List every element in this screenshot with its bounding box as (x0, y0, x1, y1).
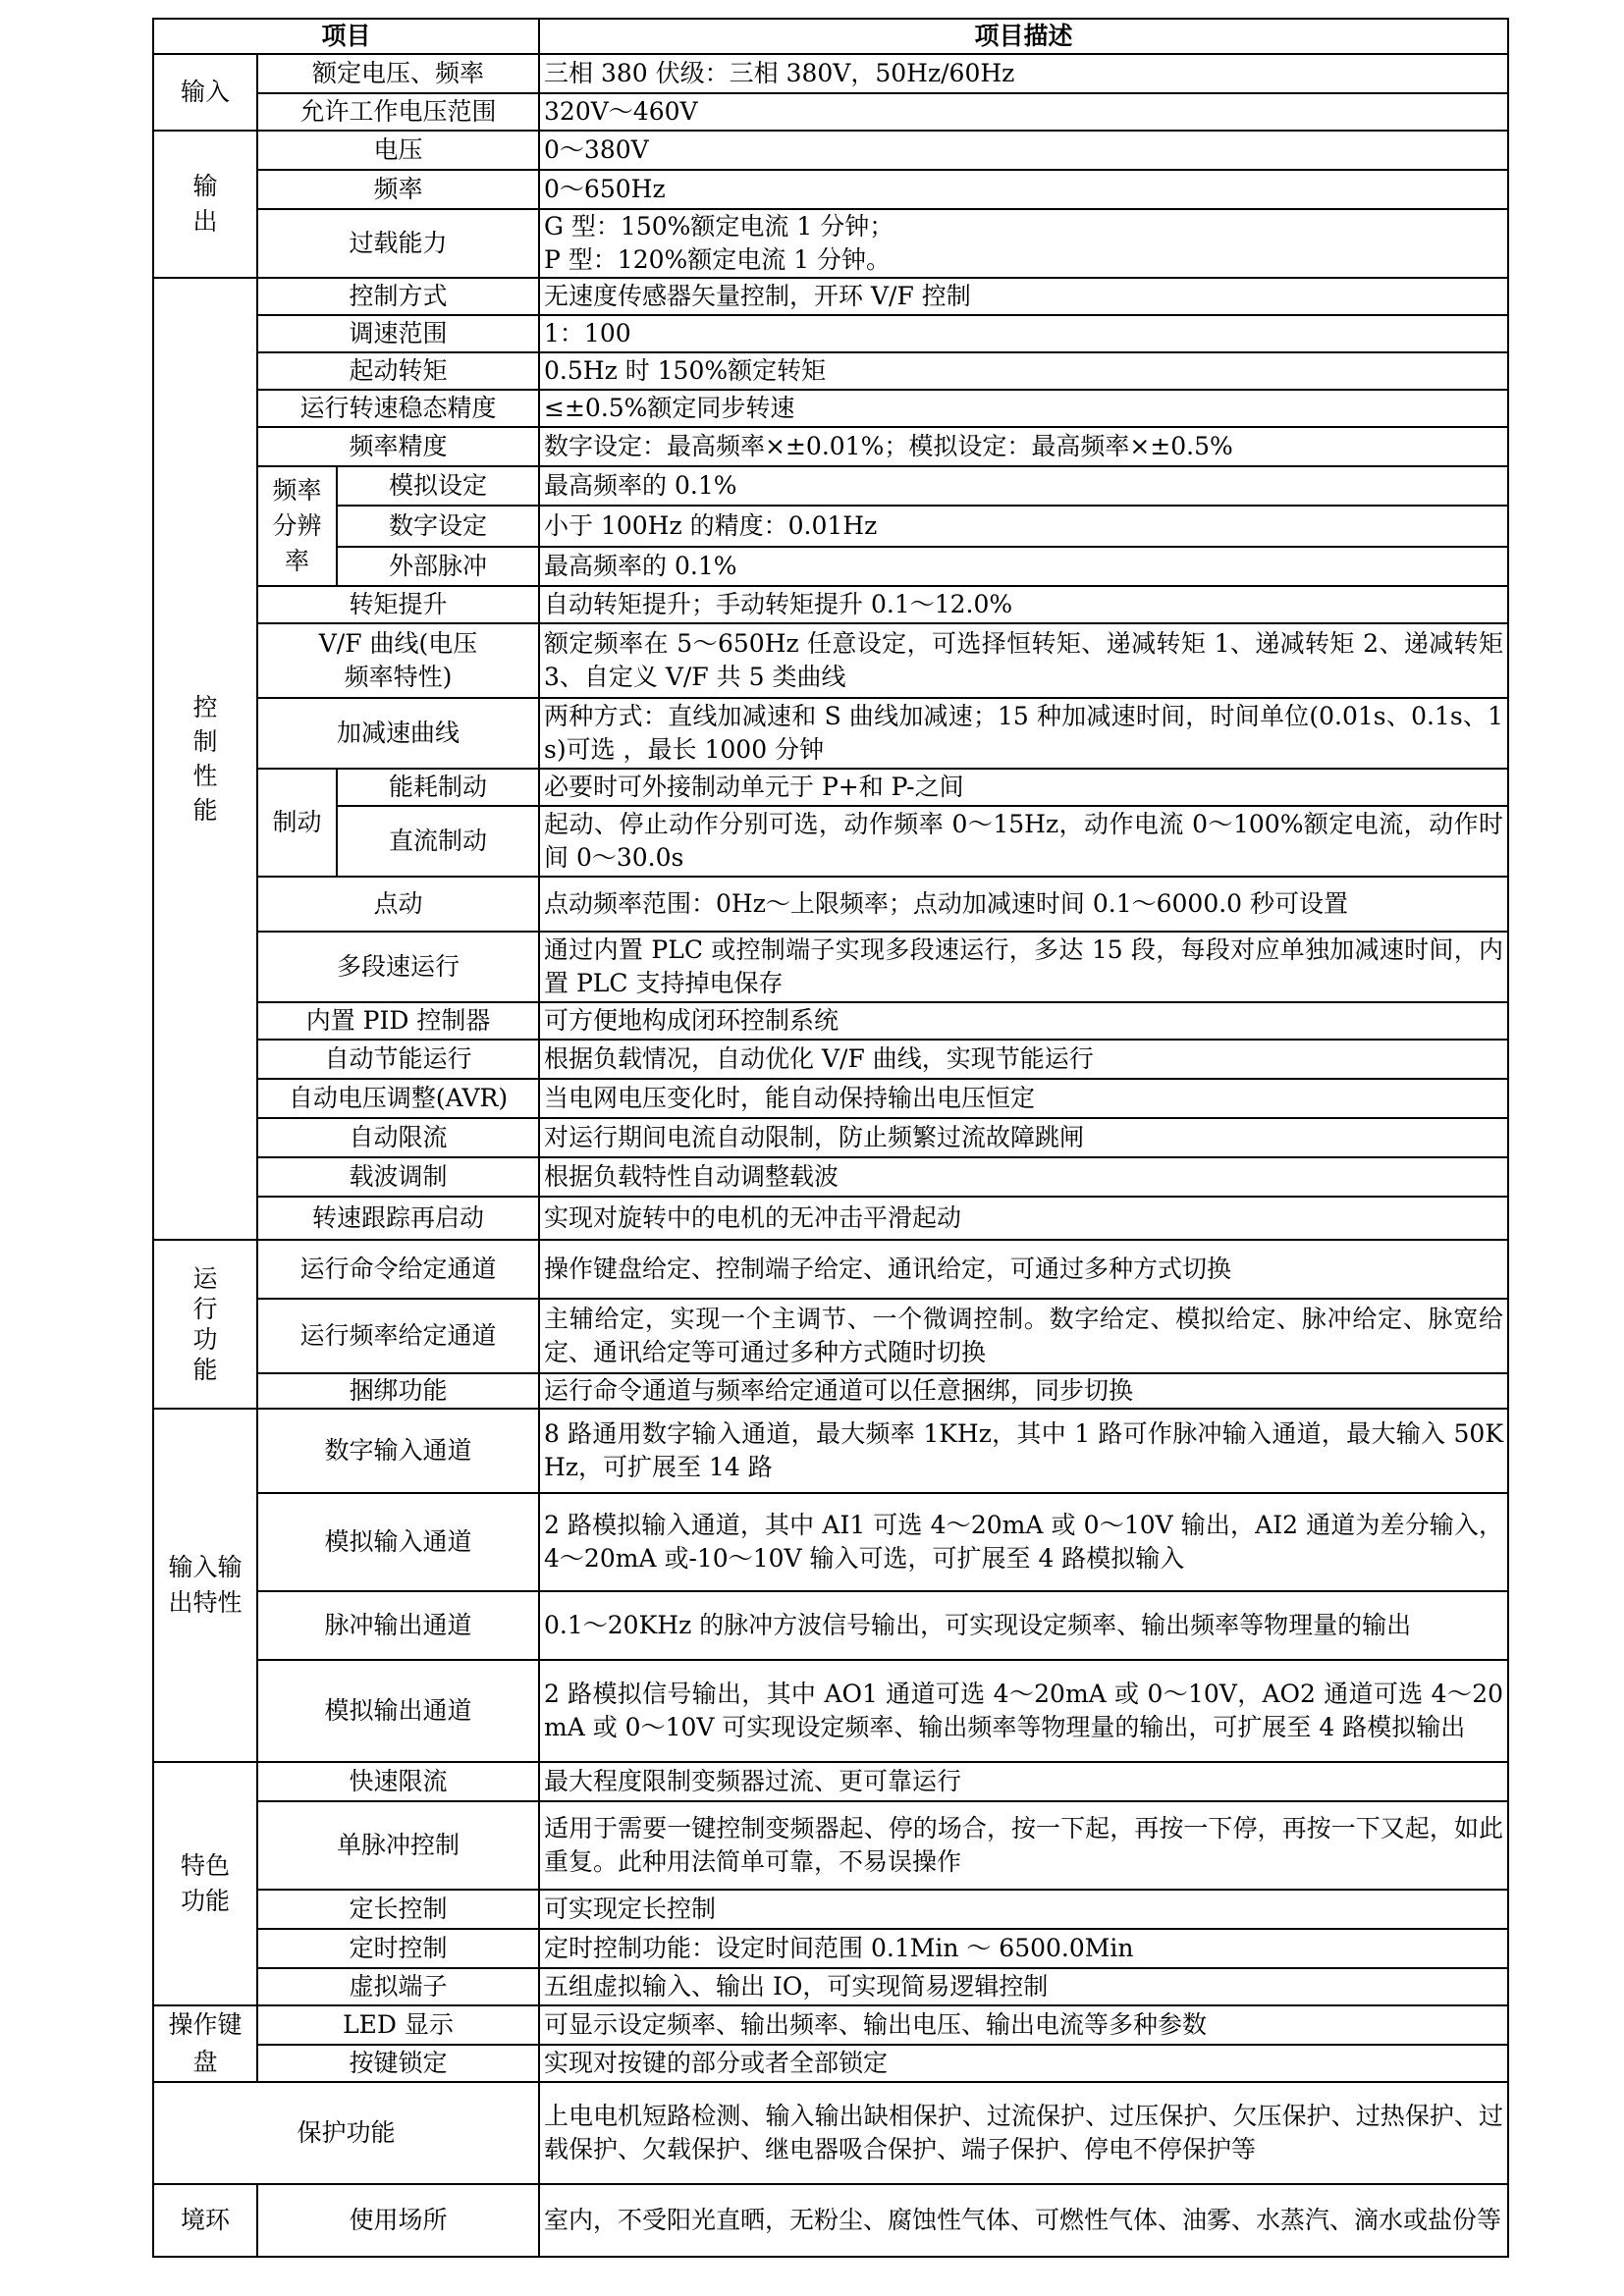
table-row (153, 352, 1508, 390)
desc-cell: 无速度传感器矢量控制，开环 V/F 控制 (539, 278, 1508, 315)
desc-cell: 根据负载情况，自动优化 V/F 曲线，实现节能运行 (539, 1040, 1508, 1079)
desc-cell: 适用于需要一键控制变频器起、停的场合，按一下起，再按一下停，再按一下又起，如此重复。此种用法简单可靠，不易误操作 (539, 1801, 1508, 1890)
desc-cell: 根据负载特性自动调整载波 (539, 1157, 1508, 1197)
table-row (153, 1493, 1508, 1591)
table-row (153, 1929, 1508, 1968)
table-row (153, 1762, 1508, 1801)
category-cell: 操作键 盘 (153, 2005, 257, 2082)
desc-cell: 起动、停止动作分别可选，动作频率 0～15Hz，动作电流 0～100%额定电流，动作时间 0～30.0s (539, 806, 1508, 877)
desc-cell: 0～650Hz (539, 170, 1508, 209)
table-row (153, 698, 1508, 769)
desc-cell: 可显示设定频率、输出频率、输出电压、输出电流等多种参数 (539, 2005, 1508, 2045)
table-row (153, 769, 1508, 806)
desc-cell: 五组虚拟输入、输出 IO，可实现简易逻辑控制 (539, 1968, 1508, 2005)
desc-cell: 必要时可外接制动单元于 P+和 P-之间 (539, 769, 1508, 806)
table-row (153, 1968, 1508, 2005)
table-row (153, 131, 1508, 170)
table-row (153, 1299, 1508, 1373)
table-row (153, 1890, 1508, 1929)
item-cell: 虚拟端子 (257, 1968, 539, 2005)
desc-cell: 定时控制功能：设定时间范围 0.1Min ～ 6500.0Min (539, 1929, 1508, 1968)
table-row (153, 315, 1508, 352)
table-row (153, 2082, 1508, 2184)
item-cell: 脉冲输出通道 (257, 1591, 539, 1660)
desc-cell: 320V～460V (539, 93, 1508, 131)
table-row (153, 547, 1508, 586)
item-cell: 快速限流 (257, 1762, 539, 1801)
subcategory-cell: 频率 分辨 率 (257, 466, 337, 586)
item-cell: 自动节能运行 (257, 1040, 539, 1079)
category-cell: 控 制 性 能 (153, 278, 257, 1240)
desc-cell: 上电电机短路检测、输入输出缺相保护、过流保护、过压保护、欠压保护、过热保护、过载保护、欠载保护、继电器吸合保护、端子保护、停电不停保护等 (539, 2082, 1508, 2184)
desc-cell: 两种方式：直线加减速和 S 曲线加减速；15 种加减速时间，时间单位(0.01s、0.1s、1s)可选 ，最长 1000 分钟 (539, 698, 1508, 769)
spec-table (152, 18, 1509, 2258)
desc-cell: 0～380V (539, 131, 1508, 170)
desc-cell: 2 路模拟输入通道，其中 AI1 可选 4～20mA 或 0～10V 输出，AI2 通道为差分输入，4～20mA 或-10～10V 输入可选，可扩展至 4 路模拟输入 (539, 1493, 1508, 1591)
item-cell: 自动限流 (257, 1118, 539, 1157)
category-cell: 输入 (153, 54, 257, 131)
table-row (153, 93, 1508, 131)
table-row (153, 1197, 1508, 1240)
table-row (153, 1373, 1508, 1409)
table-row (153, 1409, 1508, 1493)
desc-cell: 小于 100Hz 的精度：0.01Hz (539, 506, 1508, 547)
desc-cell: 当电网电压变化时，能自动保持输出电压恒定 (539, 1079, 1508, 1118)
item-cell: 数字设定 (337, 506, 539, 547)
desc-cell: 操作键盘给定、控制端子给定、通讯给定，可通过多种方式切换 (539, 1240, 1508, 1299)
table-row (153, 209, 1508, 278)
header-desc: 项目描述 (539, 19, 1508, 54)
item-cell: 定时控制 (257, 1929, 539, 1968)
item-cell: 电压 (257, 131, 539, 170)
item-cell: 直流制动 (337, 806, 539, 877)
table-row (153, 623, 1508, 698)
item-cell: 允许工作电压范围 (257, 93, 539, 131)
desc-cell: 主辅给定，实现一个主调节、一个微调控制。数字给定、模拟给定、脉冲给定、脉宽给定、通讯给定等可通过多种方式随时切换 (539, 1299, 1508, 1373)
table-row (153, 1240, 1508, 1299)
table-row (153, 427, 1508, 466)
item-cell: 多段速运行 (257, 932, 539, 1002)
item-cell: 点动 (257, 877, 539, 932)
desc-cell: 点动频率范围：0Hz～上限频率；点动加减速时间 0.1～6000.0 秒可设置 (539, 877, 1508, 932)
table-row (153, 877, 1508, 932)
table-row (153, 806, 1508, 877)
item-cell: 加减速曲线 (257, 698, 539, 769)
item-cell: 保护功能 (153, 2082, 539, 2184)
category-cell: 境环 (153, 2184, 257, 2257)
item-cell: 使用场所 (257, 2184, 539, 2257)
item-cell: V/F 曲线(电压 频率特性) (257, 623, 539, 698)
item-cell: 定长控制 (257, 1890, 539, 1929)
item-cell: 额定电压、频率 (257, 54, 539, 93)
desc-cell: 2 路模拟信号输出，其中 AO1 通道可选 4～20mA 或 0～10V，AO2 通道可选 4～20mA 或 0～10V 可实现设定频率、输出频率等物理量的输出，可扩展至 4 路模拟输出 (539, 1660, 1508, 1762)
subcategory-cell: 制动 (257, 769, 337, 877)
desc-cell: 最大程度限制变频器过流、更可靠运行 (539, 1762, 1508, 1801)
desc-cell: 三相 380 伏级：三相 380V，50Hz/60Hz (539, 54, 1508, 93)
item-cell: LED 显示 (257, 2005, 539, 2045)
item-cell: 频率 (257, 170, 539, 209)
desc-cell: 最高频率的 0.1% (539, 547, 1508, 586)
table-row (153, 1660, 1508, 1762)
item-cell: 控制方式 (257, 278, 539, 315)
item-cell: 自动电压调整(AVR) (257, 1079, 539, 1118)
table-row (153, 170, 1508, 209)
item-cell: 内置 PID 控制器 (257, 1002, 539, 1040)
desc-cell: 0.5Hz 时 150%额定转矩 (539, 352, 1508, 390)
item-cell: 运行频率给定通道 (257, 1299, 539, 1373)
table-row (153, 1040, 1508, 1079)
table-row (153, 1002, 1508, 1040)
desc-cell: 实现对旋转中的电机的无冲击平滑起动 (539, 1197, 1508, 1240)
desc-cell: 可方便地构成闭环控制系统 (539, 1002, 1508, 1040)
table-row (153, 2005, 1508, 2045)
item-cell: 模拟输入通道 (257, 1493, 539, 1591)
table-row (153, 390, 1508, 427)
desc-cell: 室内，不受阳光直晒，无粉尘、腐蚀性气体、可燃性气体、油雾、水蒸汽、滴水或盐份等 (539, 2184, 1508, 2257)
header-row (153, 19, 1508, 54)
item-cell: 单脉冲控制 (257, 1801, 539, 1890)
table-row (153, 1157, 1508, 1197)
item-cell: 转矩提升 (257, 586, 539, 623)
desc-cell: 对运行期间电流自动限制，防止频繁过流故障跳闸 (539, 1118, 1508, 1157)
table-row (153, 466, 1508, 506)
item-cell: 调速范围 (257, 315, 539, 352)
table-row (153, 278, 1508, 315)
item-cell: 转速跟踪再启动 (257, 1197, 539, 1240)
category-cell: 输入输 出特性 (153, 1409, 257, 1762)
item-cell: 捆绑功能 (257, 1373, 539, 1409)
desc-cell: 最高频率的 0.1% (539, 466, 1508, 506)
desc-cell: G 型：150%额定电流 1 分钟； P 型：120%额定电流 1 分钟。 (539, 209, 1508, 278)
table-row (153, 506, 1508, 547)
desc-cell: 8 路通用数字输入通道，最大频率 1KHz，其中 1 路可作脉冲输入通道，最大输入 50KHz，可扩展至 14 路 (539, 1409, 1508, 1493)
item-cell: 能耗制动 (337, 769, 539, 806)
item-cell: 过载能力 (257, 209, 539, 278)
table-row (153, 54, 1508, 93)
item-cell: 频率精度 (257, 427, 539, 466)
desc-cell: 额定频率在 5～650Hz 任意设定，可选择恒转矩、递减转矩 1、递减转矩 2、递减转矩 3、自定义 V/F 共 5 类曲线 (539, 623, 1508, 698)
desc-cell: ≤±0.5%额定同步转速 (539, 390, 1508, 427)
desc-cell: 运行命令通道与频率给定通道可以任意捆绑，同步切换 (539, 1373, 1508, 1409)
item-cell: 模拟设定 (337, 466, 539, 506)
desc-cell: 实现对按键的部分或者全部锁定 (539, 2045, 1508, 2082)
item-cell: 载波调制 (257, 1157, 539, 1197)
table-row (153, 932, 1508, 1002)
header-item: 项目 (153, 19, 539, 54)
category-cell: 运 行 功 能 (153, 1240, 257, 1409)
item-cell: 起动转矩 (257, 352, 539, 390)
desc-cell: 数字设定：最高频率×±0.01%；模拟设定：最高频率×±0.5% (539, 427, 1508, 466)
item-cell: 运行命令给定通道 (257, 1240, 539, 1299)
item-cell: 数字输入通道 (257, 1409, 539, 1493)
table-row (153, 1591, 1508, 1660)
table-row (153, 2045, 1508, 2082)
desc-cell: 通过内置 PLC 或控制端子实现多段速运行，多达 15 段，每段对应单独加减速时间，内置 PLC 支持掉电保存 (539, 932, 1508, 1002)
table-row (153, 1118, 1508, 1157)
item-cell: 按键锁定 (257, 2045, 539, 2082)
desc-cell: 自动转矩提升；手动转矩提升 0.1～12.0% (539, 586, 1508, 623)
table-row (153, 1079, 1508, 1118)
item-cell: 运行转速稳态精度 (257, 390, 539, 427)
category-cell: 特色 功能 (153, 1762, 257, 2005)
table-row (153, 2184, 1508, 2257)
table-row (153, 586, 1508, 623)
table-row (153, 1801, 1508, 1890)
item-cell: 模拟输出通道 (257, 1660, 539, 1762)
item-cell: 外部脉冲 (337, 547, 539, 586)
desc-cell: 0.1～20KHz 的脉冲方波信号输出，可实现设定频率、输出频率等物理量的输出 (539, 1591, 1508, 1660)
desc-cell: 1：100 (539, 315, 1508, 352)
desc-cell: 可实现定长控制 (539, 1890, 1508, 1929)
category-cell: 输 出 (153, 131, 257, 278)
